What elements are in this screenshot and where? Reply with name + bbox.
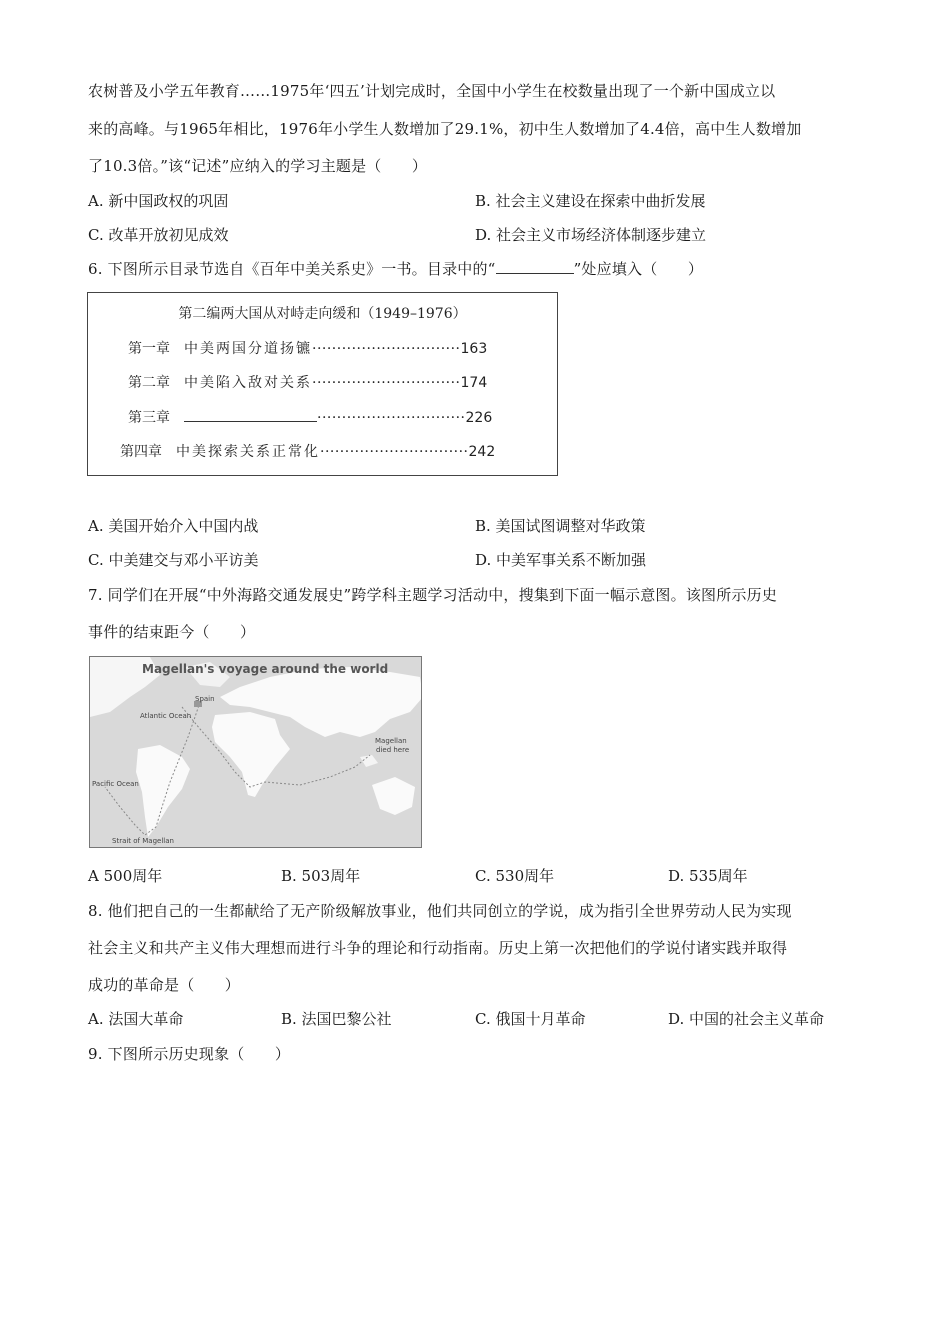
toc-row bbox=[128, 407, 492, 427]
q5-stem-line-3: 了10.3倍。”该“记述”应纳入的学习主题是（ ） bbox=[88, 157, 428, 175]
toc-page-number: 242 bbox=[468, 444, 496, 460]
map-label-strait: Strait of Magellan bbox=[112, 837, 174, 845]
world-map-graphic bbox=[90, 657, 422, 848]
q5-option-b[interactable]: B. 社会主义建设在探索中曲折发展 bbox=[475, 192, 706, 210]
q9-stem: 9. 下图所示历史现象（ ） bbox=[88, 1045, 291, 1063]
q8-option-d[interactable]: D. 中国的社会主义革命 bbox=[668, 1010, 825, 1028]
q6-stem-before: 6. 下图所示目录节选自《百年中美关系史》一书。目录中的“ bbox=[88, 260, 496, 278]
q5-stem-line-1: 农树普及小学五年教育……1975年‘四五’计划完成时，全国中小学生在校数量出现了一个新中国成立以 bbox=[88, 82, 776, 100]
toc-chapter: 第三章 bbox=[128, 410, 170, 426]
q8-option-c[interactable]: C. 俄国十月革命 bbox=[475, 1010, 586, 1028]
q8-stem-line-1: 8. 他们把自己的一生都献给了无产阶级解放事业，他们共同创立的学说，成为指引全世界劳动人民为实现 bbox=[88, 902, 792, 920]
q7-option-b[interactable]: B. 503周年 bbox=[281, 867, 361, 885]
q5-option-c[interactable]: C. 改革开放初见成效 bbox=[88, 226, 229, 244]
toc-chapter-name: 中美两国分道扬镳 bbox=[184, 341, 312, 357]
q7-option-c[interactable]: C. 530周年 bbox=[475, 867, 555, 885]
q6-stem bbox=[88, 259, 703, 279]
toc-chapter-name: 中美探索关系正常化 bbox=[176, 444, 320, 460]
q7-option-d[interactable]: D. 535周年 bbox=[668, 867, 748, 885]
toc-page-number: 226 bbox=[465, 410, 493, 426]
q8-stem-line-2: 社会主义和共产主义伟大理想而进行斗争的理论和行动指南。历史上第一次把他们的学说付诸实践并取得 bbox=[88, 939, 788, 957]
q6-option-d[interactable]: D. 中美军事关系不断加强 bbox=[475, 551, 647, 569]
map-label-atlantic: Atlantic Ocean bbox=[140, 712, 192, 720]
toc-leader-dots: ······························ bbox=[320, 444, 469, 460]
map-label-magellan: Magellan bbox=[375, 737, 407, 745]
q5-option-d[interactable]: D. 社会主义市场经济体制逐步建立 bbox=[475, 226, 707, 244]
toc-leader-dots: ······························ bbox=[312, 375, 461, 391]
magellan-voyage-map bbox=[89, 656, 422, 848]
toc-row bbox=[128, 372, 487, 392]
toc-leader-dots: ······························ bbox=[317, 410, 466, 426]
q7-option-a[interactable]: A 500周年 bbox=[88, 867, 163, 885]
q8-stem-line-3: 成功的革命是（ ） bbox=[88, 976, 241, 994]
toc-page-number: 174 bbox=[460, 375, 488, 391]
toc-chapter-name: 中美陷入敌对关系 bbox=[184, 375, 312, 391]
q7-stem-line-2: 事件的结束距今（ ） bbox=[88, 623, 256, 641]
map-title: Magellan's voyage around the world bbox=[142, 662, 389, 676]
q7-stem-line-1: 7. 同学们在开展“中外海路交通发展史”跨学科主题学习活动中，搜集到下面一幅示意图。该图所示历史 bbox=[88, 586, 778, 604]
toc-row bbox=[120, 441, 495, 461]
toc-leader-dots: ······························ bbox=[312, 341, 461, 357]
toc-blank-line bbox=[184, 409, 317, 422]
q6-option-b[interactable]: B. 美国试图调整对华政策 bbox=[475, 517, 646, 535]
q5-option-a[interactable]: A. 新中国政权的巩固 bbox=[88, 192, 229, 210]
q6-blank bbox=[496, 259, 574, 274]
q6-option-c[interactable]: C. 中美建交与邓小平访美 bbox=[88, 551, 259, 569]
toc-page-number: 163 bbox=[460, 341, 488, 357]
toc-title: 第二编两大国从对峙走向缓和（1949–1976） bbox=[178, 306, 467, 322]
q6-option-a[interactable]: A. 美国开始介入中国内战 bbox=[88, 517, 259, 535]
q5-stem-line-2: 来的高峰。与1965年相比，1976年小学生人数增加了29.1%，初中生人数增加了4.4倍，高中生人数增加 bbox=[88, 120, 802, 138]
q8-option-a[interactable]: A. 法国大革命 bbox=[88, 1010, 184, 1028]
toc-chapter: 第一章 bbox=[128, 341, 170, 357]
map-label-spain: Spain bbox=[195, 695, 215, 703]
q8-option-b[interactable]: B. 法国巴黎公社 bbox=[281, 1010, 392, 1028]
toc-chapter: 第二章 bbox=[128, 375, 170, 391]
toc-row bbox=[128, 338, 487, 358]
toc-chapter: 第四章 bbox=[120, 444, 162, 460]
table-of-contents-figure bbox=[87, 292, 558, 476]
q6-stem-after: ”处应填入（ ） bbox=[573, 260, 704, 278]
map-label-pacific: Pacific Ocean bbox=[92, 780, 139, 788]
map-label-died-here: died here bbox=[376, 746, 410, 754]
